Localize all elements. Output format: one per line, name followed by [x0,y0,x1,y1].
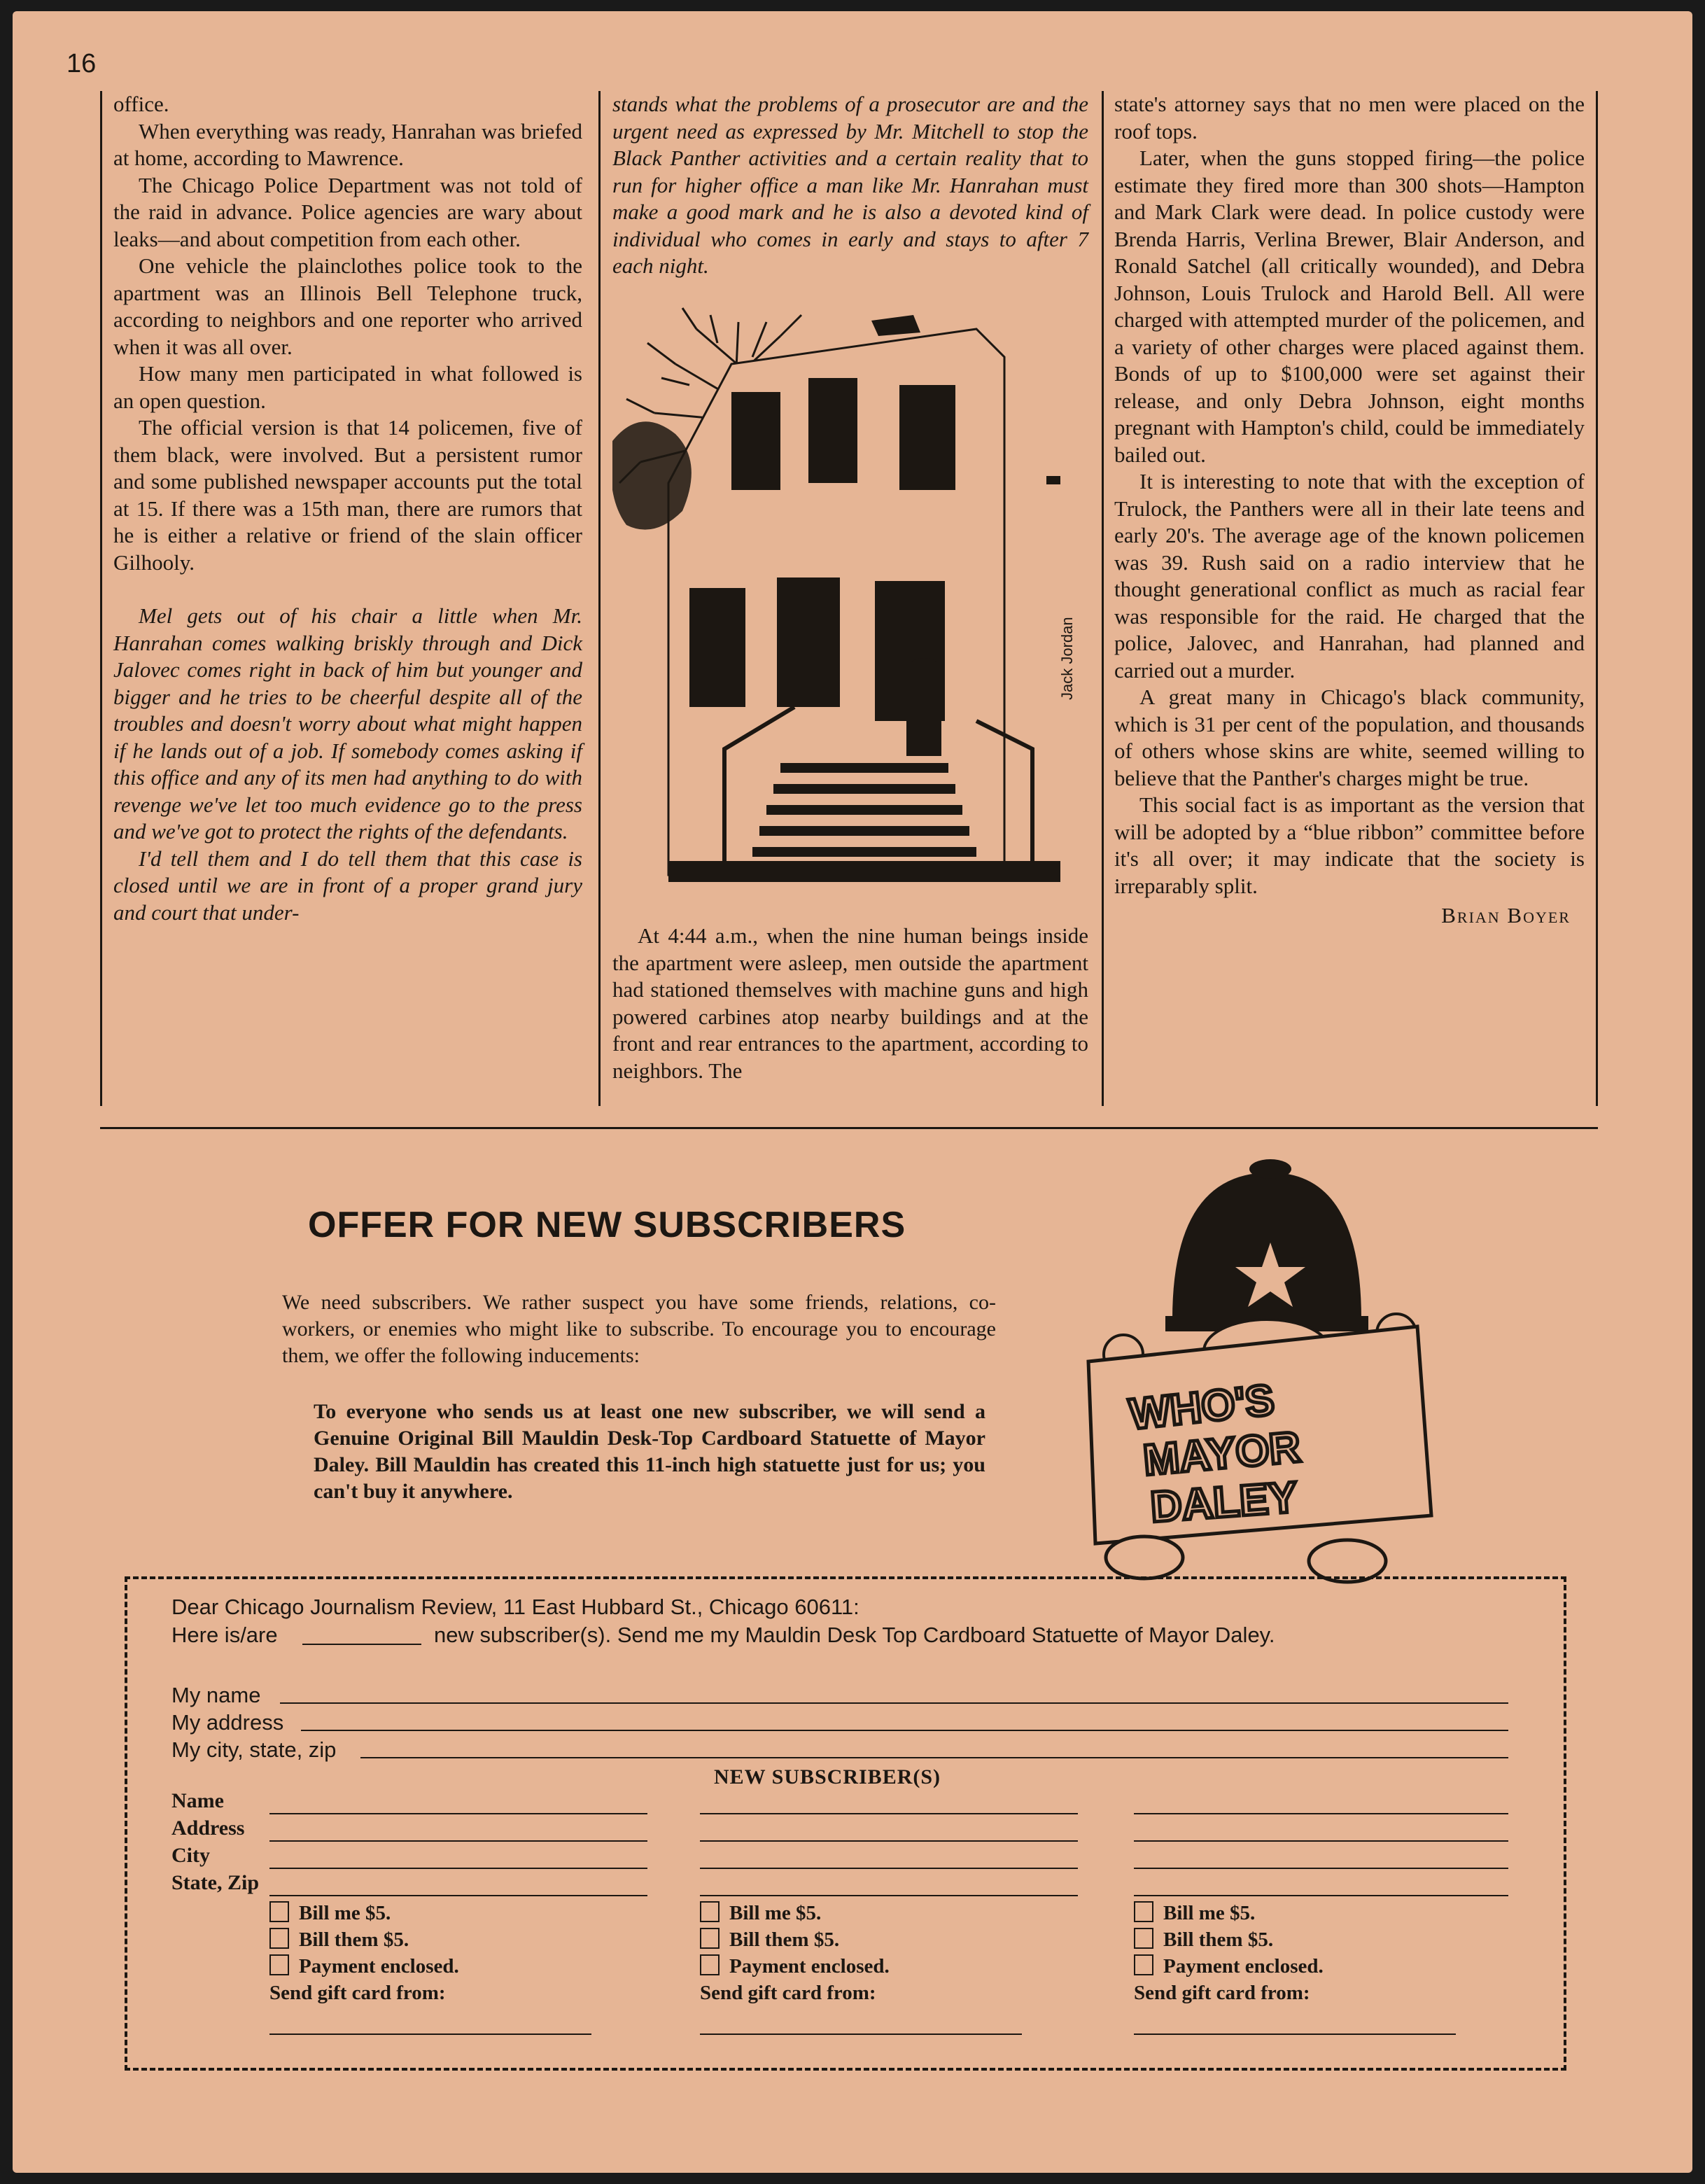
subscriber-3-state-zip-field[interactable] [1134,1895,1508,1896]
gift-card-field-2[interactable] [700,2033,1022,2035]
payment-enclosed-label: Payment enclosed. [729,1955,890,1977]
paragraph: state's attorney says that no men were placed on the roof tops. [1114,92,1585,144]
bill-me-label: Bill me $5. [729,1902,822,1924]
my-city-field[interactable] [360,1757,1508,1758]
paragraph: A great many in Chicago's black community, which is 31 per cent of the population, and thousands of others whose skins are white, seemed willing to believe that the Panther's charges might be true. [1114,685,1585,790]
cartoon-headline-3: DALEY [1149,1473,1299,1532]
bill-them-checkbox-2[interactable] [700,1928,839,1952]
subscriber-2-address-field[interactable] [700,1840,1078,1842]
article-column-2-continued [612,923,1088,1084]
paragraph: At 4:44 a.m., when the nine human beings inside the apartment were asleep, men outside the apartment had stationed themselves with machine guns and high powered carbines atop nearby buildings and at the front and rear entrances to the apartment, according to neighbors. The [612,923,1088,1083]
cartoon-headline-2: MAYOR [1141,1422,1303,1485]
here-is-text: new subscriber(s). Send me my Mauldin Desk Top Cardboard Statuette of Mayor Daley. [434,1623,1275,1647]
subscriber-1-name-field[interactable] [269,1813,647,1814]
offer-body: We need subscribers. We rather suspect you have some friends, relations, co-workers, or enemies who might like to subscribe. To encourage you to encourage them, we offer the following inducements: [282,1291,996,1367]
my-address-field[interactable] [301,1730,1508,1731]
bill-me-label: Bill me $5. [1163,1902,1256,1924]
payment-enclosed-checkbox-1[interactable] [269,1954,459,1978]
paragraph: The Chicago Police Department was not told of the raid in advance. Police agencies are wary about leaks—and about competition from each other. [113,172,582,251]
bill-me-label: Bill me $5. [299,1902,391,1924]
paragraph: This social fact is as important as the version that will be adopted by a “blue ribbon” committee before it's all over; it may indicate that the society is irreparably split. [1114,792,1585,898]
subscriber-1-address-field[interactable] [269,1840,647,1842]
subscriber-3-city-field[interactable] [1134,1868,1508,1869]
italic-paragraph: stands what the problems of a prosecutor are and the urgent need as expressed by Mr. Mitchell to stop the Black Panther activities and a certain reality that to run for higher office a man like Mr. Hanrahan must make a good mark and he is also a devoted kind of individual who comes in early and stays to after 7 each night. [612,92,1088,278]
my-name-label: My name [171,1683,261,1707]
photo-credit: Jack Jordan [1058,617,1076,700]
here-is-label: Here is/are [171,1623,278,1647]
article-column-2 [612,91,1088,280]
article-column-1 [113,91,582,926]
city-label: City [171,1844,210,1867]
bill-them-label: Bill them $5. [1163,1928,1274,1951]
new-subscribers-heading: NEW SUBSCRIBER(S) [714,1765,941,1788]
building-illustration [612,301,1088,910]
payment-enclosed-checkbox-3[interactable] [1134,1954,1324,1978]
column-rule-center-left [598,91,601,1106]
name-label: Name [171,1789,224,1812]
column-rule-right [1596,91,1598,1106]
bill-me-checkbox-2[interactable] [700,1901,821,1925]
italic-paragraph: Mel gets out of his chair a little when Mr. Hanrahan comes walking briskly through and Dick Jalovec comes right in back of him but younger and bigger and he tries to be cheerful despite all of the troubles and doesn't worry about what might happen if he lands out of a job. If somebody comes asking if this office and any of its men had anything to do with revenge we've let too much evidence go to the press and we've got to protect the rights of the defendants. [113,603,582,844]
subscriber-2-name-field[interactable] [700,1813,1078,1814]
gift-card-label-2: Send gift card from: [700,1982,876,2004]
gift-card-field-1[interactable] [269,2033,591,2035]
paragraph: Later, when the guns stopped firing—the police estimate they fired more than 300 shots—Hampton and Mark Clark were dead. In police custody were Brenda Harris, Verlina Brewer, Blair Anderson, and Ronald Satchel (all critically wounded), and Debra Johnson, Louis Trulock and Harold Bell. All were charged with attempted murder of the policemen, and a variety of other charges were placed against them. Bonds of up to $100,000 were set against their release, and only Debra Johnson, eight months pregnant with Hampton's child, could be immediately bailed out. [1114,146,1585,467]
page-number: 16 [66,49,97,78]
cartoon-headline-1: WHO'S [1127,1376,1277,1439]
mayor-daley-cartoon [1067,1152,1438,1586]
subscriber-2-city-field[interactable] [700,1868,1078,1869]
bill-them-label: Bill them $5. [299,1928,409,1951]
offer-inducement: To everyone who sends us at least one new subscriber, we will send a Genuine Original Bill Mauldin Desk-Top Cardboard Statuette of Mayor Daley. Bill Mauldin has created this 11-inch high statuette just for us; you can't buy it anywhere. [314,1400,985,1503]
column-rule-left [100,91,102,1106]
bill-me-checkbox-1[interactable] [269,1901,391,1925]
subscriber-2-state-zip-field[interactable] [700,1895,1078,1896]
form-address-line: Dear Chicago Journalism Review, 11 East Hubbard St., Chicago 60611: [171,1595,859,1619]
paragraph: The official version is that 14 policemen, five of them black, were involved. But a persistent rumor and some published newspaper accounts put the total at 15. If there was a 15th man, there are rumors that he is either a relative or friend of the slain officer Gilhooly. [113,415,582,575]
subscriber-3-name-field[interactable] [1134,1813,1508,1814]
payment-enclosed-label: Payment enclosed. [1163,1955,1324,1977]
bill-them-checkbox-3[interactable] [1134,1928,1273,1952]
column-rule-center-right [1102,91,1104,1106]
my-name-field[interactable] [280,1702,1508,1704]
gift-card-field-3[interactable] [1134,2033,1456,2035]
section-divider [100,1127,1598,1129]
bill-them-checkbox-1[interactable] [269,1928,409,1952]
paragraph: One vehicle the plainclothes police took to the apartment was an Illinois Bell Telephone truck, according to neighbors and one reporter who arrived when it was all over. [113,253,582,359]
paragraph: How many men participated in what followed is an open question. [113,361,582,413]
subscriber-1-city-field[interactable] [269,1868,647,1869]
bill-them-label: Bill them $5. [729,1928,840,1951]
paragraph: It is interesting to note that with the exception of Trulock, the Panthers were all in their late teens and early 20's. The average age of the known policemen was 39. Rush said on a radio interview that he thought generational conflict as much as racial fear was responsible for the raid. He charged that the police, Jalovec, and Hanrahan, had planned and carried out a murder. [1114,469,1585,682]
address-label: Address [171,1816,245,1840]
subscriber-1-state-zip-field[interactable] [269,1895,647,1896]
subscriber-3-address-field[interactable] [1134,1840,1508,1842]
author-signature: Brian Boyer [1441,903,1571,927]
gift-card-label-3: Send gift card from: [1134,1982,1310,2004]
offer-title: OFFER FOR NEW SUBSCRIBERS [308,1205,906,1245]
gift-card-label-1: Send gift card from: [269,1982,446,2004]
bill-me-checkbox-3[interactable] [1134,1901,1255,1925]
state-zip-label: State, Zip [171,1871,260,1894]
paragraph: When everything was ready, Hanrahan was briefed at home, according to Mawrence. [113,118,582,170]
my-city-label: My city, state, zip [171,1737,337,1762]
payment-enclosed-checkbox-2[interactable] [700,1954,890,1978]
article-column-3 [1114,91,1585,930]
my-address-label: My address [171,1710,284,1735]
paragraph: office. [113,92,169,116]
italic-paragraph: I'd tell them and I do tell them that this case is closed until we are in front of a proper grand jury and court that under- [113,846,582,925]
payment-enclosed-label: Payment enclosed. [299,1955,459,1977]
subscriber-count-field[interactable] [302,1644,421,1645]
